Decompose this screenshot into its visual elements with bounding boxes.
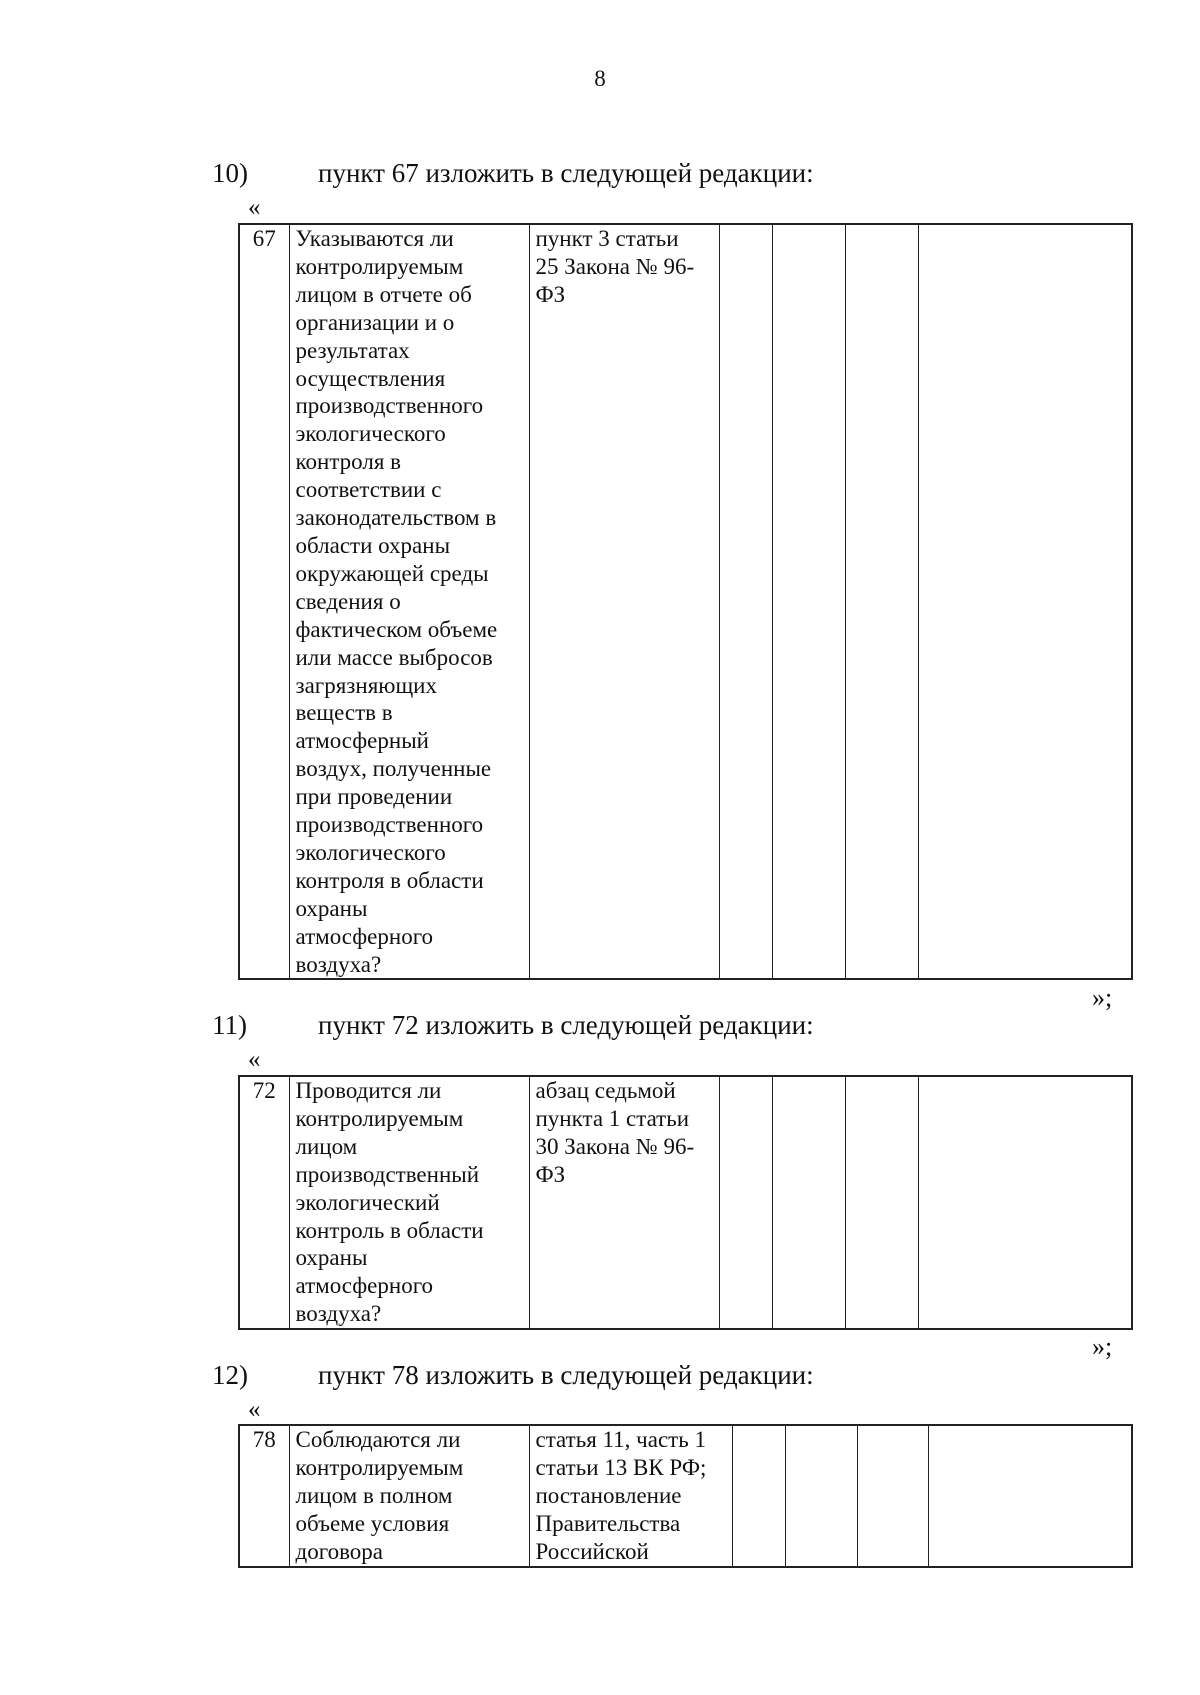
empty-cell	[845, 1076, 918, 1329]
empty-cell	[719, 224, 772, 979]
cell-text-line: лицом в отчете об	[295, 281, 472, 307]
empty-cell	[918, 1076, 1132, 1329]
cell-text-line: Проводится ли	[295, 1078, 442, 1103]
table-row	[239, 1425, 1132, 1567]
cell-text-line: веществ в	[295, 700, 393, 726]
cell-text-line: контроля в	[295, 449, 402, 475]
item-number-12: 12)	[212, 1360, 248, 1390]
amendment-table-78	[238, 1424, 1133, 1568]
empty-cell	[857, 1425, 928, 1567]
item-number-11: 11)	[212, 1010, 247, 1040]
cell-text-line: статьи 13 ВК РФ;	[535, 1454, 707, 1480]
cell-text-line: воздуха?	[295, 1301, 382, 1327]
item-instruction-11: пункт 72 изложить в следующей редакции:	[318, 1010, 814, 1040]
empty-cell	[845, 224, 918, 979]
empty-cell	[772, 1076, 845, 1329]
question-cell	[289, 224, 529, 979]
cell-text-line: или массе выбросов	[295, 644, 493, 670]
cell-text-line: Российской	[535, 1538, 649, 1564]
cell-text-line: лицом в полном	[295, 1482, 453, 1508]
cell-text-line: пункт 3 статьи	[535, 226, 679, 251]
amendment-table-67	[238, 223, 1133, 980]
cell-text-line: Правительства	[535, 1510, 681, 1536]
cell-text-line: лицом	[295, 1133, 358, 1159]
cell-text-line: при проведении	[295, 784, 453, 810]
cell-text-line: соответствии с	[295, 477, 442, 503]
cell-text-line: договора	[295, 1538, 383, 1564]
cell-text-line: контролируемым	[295, 253, 464, 279]
open-quote: «	[248, 1046, 261, 1073]
cell-text-line: ФЗ	[535, 1161, 566, 1187]
close-quote: »;	[1092, 1332, 1113, 1361]
row-number-cell: 72	[239, 1076, 289, 1329]
question-cell	[289, 1425, 529, 1567]
cell-text-line: охраны	[295, 1245, 368, 1271]
cell-text-line: результатах	[295, 337, 410, 363]
cell-text-line: производственного	[295, 812, 484, 838]
empty-cell	[918, 224, 1132, 979]
cell-text-line: атмосферного	[295, 1273, 434, 1299]
cell-text-line: атмосферного	[295, 923, 434, 949]
cell-text-line: воздуха?	[295, 951, 382, 977]
cell-text-line: организации и о	[295, 309, 455, 335]
cell-text-line: постановление	[535, 1482, 682, 1508]
cell-text-line: области охраны	[295, 532, 451, 558]
cell-text-line: Указываются ли	[295, 226, 454, 251]
cell-text-line: экологического	[295, 839, 446, 865]
cell-text-line: контроль в области	[295, 1217, 484, 1243]
row-number-cell: 78	[239, 1425, 289, 1567]
close-quote: »;	[1092, 983, 1113, 1012]
cell-text-line: загрязняющих	[295, 672, 437, 698]
cell-text-line: контроля в области	[295, 867, 484, 893]
cell-text-line: производственный	[295, 1161, 480, 1187]
reference-cell	[529, 1425, 732, 1567]
cell-text-line: статья 11, часть 1	[535, 1427, 706, 1452]
cell-text-line: охраны	[295, 895, 368, 921]
empty-cell	[719, 1076, 772, 1329]
cell-text-line: осуществления	[295, 365, 446, 391]
table-row	[239, 224, 1132, 979]
cell-text-line: Соблюдаются ли	[295, 1427, 461, 1452]
cell-text-line: экологический	[295, 1189, 440, 1215]
question-cell	[289, 1076, 529, 1329]
cell-text-line: контролируемым	[295, 1454, 464, 1480]
reference-cell	[529, 1076, 719, 1329]
cell-text-line: законодательством в	[295, 505, 497, 531]
item-instruction-10: пункт 67 изложить в следующей редакции:	[318, 158, 814, 188]
empty-cell	[772, 224, 845, 979]
cell-text-line: фактическом объеме	[295, 616, 498, 642]
cell-text-line: контролируемым	[295, 1105, 464, 1131]
open-quote: «	[248, 1396, 261, 1423]
empty-cell	[785, 1425, 857, 1567]
cell-text-line: экологического	[295, 421, 446, 447]
cell-text-line: окружающей среды	[295, 560, 489, 586]
cell-text-line: 25 Закона № 96-	[535, 253, 695, 279]
cell-text-line: объеме условия	[295, 1510, 450, 1536]
cell-text-line: производственного	[295, 393, 484, 419]
page-number: 8	[594, 66, 606, 91]
cell-text-line: атмосферный	[295, 728, 429, 754]
cell-text-line: ФЗ	[535, 281, 566, 307]
table-row	[239, 1076, 1132, 1329]
reference-cell	[529, 224, 719, 979]
empty-cell	[928, 1425, 1132, 1567]
cell-text-line: абзац седьмой	[535, 1078, 676, 1103]
open-quote: «	[248, 194, 261, 221]
item-number-10: 10)	[212, 158, 248, 188]
cell-text-line: 30 Закона № 96-	[535, 1133, 695, 1159]
amendment-table-72	[238, 1075, 1133, 1330]
row-number-cell: 67	[239, 224, 289, 979]
cell-text-line: пункта 1 статьи	[535, 1105, 690, 1131]
item-instruction-12: пункт 78 изложить в следующей редакции:	[318, 1360, 814, 1390]
cell-text-line: сведения о	[295, 588, 401, 614]
cell-text-line: воздух, полученные	[295, 756, 492, 782]
empty-cell	[732, 1425, 785, 1567]
